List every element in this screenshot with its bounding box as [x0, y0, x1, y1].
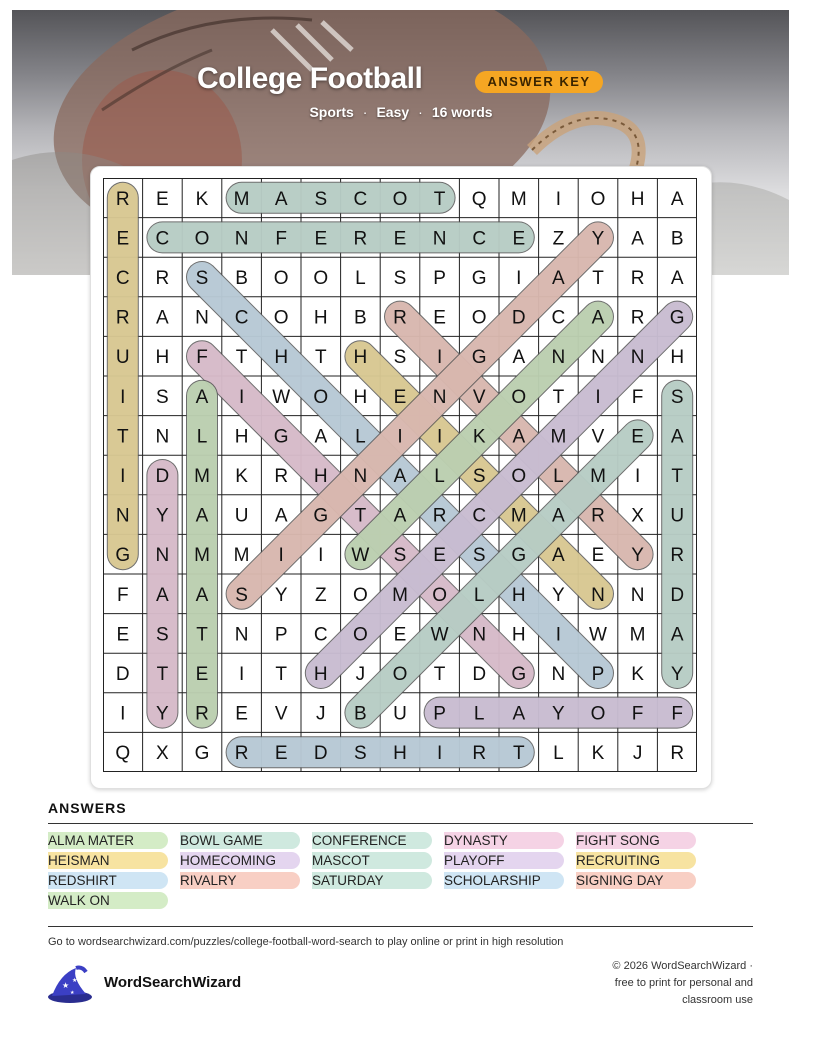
grid-letter[interactable]: R: [115, 188, 130, 210]
grid-letter[interactable]: C: [472, 228, 487, 250]
grid-letter[interactable]: I: [436, 426, 443, 448]
grid-letter[interactable]: E: [116, 228, 130, 250]
grid-letter[interactable]: A: [195, 386, 209, 408]
grid-letter[interactable]: E: [274, 743, 288, 765]
grid-letter[interactable]: C: [472, 505, 487, 527]
grid-letter[interactable]: A: [631, 228, 644, 250]
grid-letter[interactable]: I: [278, 545, 284, 567]
grid-letter[interactable]: O: [194, 228, 210, 250]
grid-letter[interactable]: Y: [552, 584, 565, 606]
grid-letter[interactable]: E: [393, 624, 407, 646]
footer-link[interactable]: Go to wordsearchwizard.com/puzzles/college-football-word-search to play online or print in high resolution: [48, 936, 564, 948]
grid-letter[interactable]: B: [354, 703, 367, 725]
grid-letter[interactable]: I: [436, 743, 443, 765]
grid-letter[interactable]: S: [670, 386, 684, 408]
grid-letter[interactable]: V: [472, 386, 486, 408]
grid-letter[interactable]: C: [313, 624, 328, 646]
grid-letter[interactable]: N: [432, 228, 447, 250]
grid-letter[interactable]: O: [392, 188, 408, 210]
answer-conference: [312, 832, 432, 849]
answer-rivalry: [180, 872, 300, 889]
grid-letter[interactable]: Z: [314, 584, 327, 606]
grid-letter[interactable]: G: [471, 268, 487, 289]
grid-letter[interactable]: E: [433, 545, 446, 567]
grid-letter[interactable]: R: [670, 743, 685, 765]
answer-label: HOMECOMING: [180, 853, 276, 868]
grid-letter[interactable]: M: [194, 466, 210, 487]
grid-letter[interactable]: S: [393, 545, 407, 567]
grid-letter[interactable]: O: [590, 188, 606, 210]
grid-letter[interactable]: K: [631, 664, 644, 685]
grid-letter[interactable]: Y: [274, 584, 288, 606]
grid-letter[interactable]: G: [471, 347, 487, 369]
wizard-hat-icon: [46, 964, 94, 1004]
grid-letter[interactable]: L: [473, 703, 485, 725]
grid-letter[interactable]: M: [629, 624, 646, 646]
grid-letter[interactable]: R: [195, 703, 209, 725]
grid-letter[interactable]: L: [553, 466, 564, 487]
grid-letter[interactable]: R: [472, 743, 487, 765]
grid-letter[interactable]: Q: [471, 188, 487, 210]
grid-letter[interactable]: T: [275, 664, 288, 685]
grid-letter[interactable]: P: [591, 664, 605, 685]
answer-label: DYNASTY: [444, 833, 508, 848]
grid-letter[interactable]: R: [630, 307, 645, 329]
grid-letter[interactable]: G: [194, 743, 210, 765]
grid-letter[interactable]: F: [631, 386, 644, 408]
grid-letter[interactable]: A: [670, 188, 684, 210]
grid-letter[interactable]: T: [354, 505, 367, 527]
grid-letter[interactable]: L: [355, 426, 366, 448]
copyright-line-2: free to print for personal and: [614, 977, 753, 989]
answer-label: PLAYOFF: [444, 853, 505, 868]
grid-letter[interactable]: D: [670, 584, 685, 606]
grid-letter[interactable]: K: [591, 743, 605, 765]
svg-text:★: ★: [62, 981, 70, 990]
answer-recruiting: [576, 852, 696, 869]
grid-letter[interactable]: J: [632, 743, 643, 765]
svg-text:★: ★: [72, 977, 78, 984]
grid-letter[interactable]: H: [393, 743, 407, 765]
grid-letter[interactable]: M: [510, 188, 527, 210]
grid-letter[interactable]: M: [194, 545, 210, 567]
grid-letter[interactable]: I: [555, 624, 562, 646]
grid-letter[interactable]: O: [313, 268, 329, 289]
grid-letter[interactable]: X: [156, 743, 169, 765]
grid-letter[interactable]: J: [355, 664, 366, 685]
grid-letter[interactable]: O: [273, 307, 289, 329]
grid-letter[interactable]: S: [156, 624, 169, 646]
grid-letter[interactable]: E: [512, 228, 526, 250]
grid-letter[interactable]: T: [433, 664, 446, 685]
grid-letter[interactable]: A: [314, 426, 328, 448]
grid-letter[interactable]: R: [591, 505, 605, 527]
grid-letter[interactable]: F: [196, 347, 208, 369]
grid-letter[interactable]: R: [155, 268, 170, 289]
grid-letter[interactable]: Y: [156, 505, 169, 527]
grid-letter[interactable]: W: [430, 624, 449, 646]
grid-letter[interactable]: O: [432, 584, 447, 606]
grid-letter[interactable]: H: [313, 664, 328, 685]
grid-letter[interactable]: N: [234, 624, 249, 646]
grid-letter[interactable]: M: [233, 545, 250, 567]
grid-letter[interactable]: Y: [156, 703, 169, 725]
grid-letter[interactable]: F: [671, 703, 684, 725]
grid-letter[interactable]: Y: [591, 228, 605, 250]
answer-label: FIGHT SONG: [576, 833, 660, 848]
grid-letter[interactable]: E: [195, 664, 209, 685]
grid-letter[interactable]: S: [314, 188, 328, 210]
grid-letter[interactable]: A: [274, 188, 288, 210]
grid-letter[interactable]: N: [115, 505, 130, 527]
grid-letter[interactable]: R: [393, 307, 407, 329]
grid-letter[interactable]: R: [353, 228, 368, 250]
grid-letter[interactable]: A: [512, 703, 526, 725]
grid-letter[interactable]: P: [433, 703, 446, 725]
grid-letter[interactable]: E: [393, 386, 407, 408]
answer-walk-on: [48, 892, 168, 909]
grid-letter[interactable]: T: [512, 743, 525, 765]
grid-letter[interactable]: I: [436, 347, 443, 369]
answer-label: SATURDAY: [312, 873, 384, 888]
grid-letter[interactable]: E: [433, 307, 446, 329]
grid-letter[interactable]: A: [156, 584, 169, 606]
grid-letter[interactable]: G: [511, 545, 527, 567]
grid-letter[interactable]: N: [195, 307, 209, 329]
answer-key-badge: ANSWER KEY: [475, 71, 603, 93]
answer-saturday: [312, 872, 432, 889]
grid-letter[interactable]: H: [353, 386, 368, 408]
grid-letter[interactable]: N: [630, 584, 645, 606]
grid-letter[interactable]: A: [195, 584, 209, 606]
grid-letter[interactable]: E: [314, 228, 328, 250]
grid-letter[interactable]: N: [432, 386, 447, 408]
grid-letter[interactable]: S: [156, 386, 169, 408]
grid-letter[interactable]: O: [392, 664, 408, 685]
answer-label: CONFERENCE: [312, 833, 407, 848]
grid-letter[interactable]: T: [196, 624, 208, 646]
answer-redshirt: [48, 872, 168, 889]
grid-letter[interactable]: I: [318, 545, 324, 567]
grid-letter[interactable]: O: [590, 703, 606, 725]
word-search-grid: [103, 178, 697, 772]
grid-letter[interactable]: H: [670, 347, 685, 369]
grid-letter[interactable]: I: [516, 268, 522, 289]
grid-letter[interactable]: H: [313, 307, 328, 329]
grid-letter[interactable]: M: [510, 505, 527, 527]
answer-label: REDSHIRT: [48, 873, 117, 888]
grid-letter[interactable]: O: [511, 386, 527, 408]
grid-letter[interactable]: O: [353, 584, 368, 606]
copyright-line-3: classroom use: [682, 994, 753, 1006]
grid-letter[interactable]: S: [393, 347, 407, 369]
grid-letter[interactable]: I: [120, 386, 126, 408]
grid-letter[interactable]: D: [472, 664, 487, 685]
grid-letter[interactable]: M: [590, 466, 606, 487]
grid-letter[interactable]: T: [156, 664, 169, 685]
grid-letter[interactable]: U: [115, 347, 130, 369]
answer-label: HEISMAN: [48, 853, 110, 868]
grid-letter[interactable]: N: [234, 228, 249, 250]
grid-letter[interactable]: C: [234, 307, 249, 329]
answer-playoff: [444, 852, 564, 869]
grid-letter[interactable]: C: [155, 228, 170, 250]
grid-letter[interactable]: M: [392, 584, 408, 606]
grid-letter[interactable]: A: [512, 426, 526, 448]
grid-letter[interactable]: K: [235, 466, 248, 487]
grid-letter[interactable]: Y: [670, 664, 684, 685]
grid-letter[interactable]: A: [670, 624, 684, 646]
grid-letter[interactable]: T: [116, 426, 129, 448]
answer-homecoming: [180, 852, 300, 869]
svg-text:★: ★: [70, 990, 75, 996]
grid-letter[interactable]: L: [196, 426, 208, 448]
grid-letter[interactable]: H: [274, 347, 289, 369]
grid-letter[interactable]: D: [511, 307, 526, 329]
answer-signing-day: [576, 872, 696, 889]
grid-letter[interactable]: E: [591, 545, 605, 567]
grid-letter[interactable]: S: [195, 268, 209, 289]
grid-letter[interactable]: I: [634, 466, 641, 487]
grid-letter[interactable]: W: [272, 386, 291, 408]
page-title: College Football: [197, 62, 423, 95]
grid-letter[interactable]: G: [115, 545, 131, 567]
grid-letter[interactable]: E: [631, 426, 644, 448]
grid-letter[interactable]: I: [555, 188, 562, 210]
grid-letter[interactable]: A: [591, 307, 605, 329]
grid-letter[interactable]: Y: [552, 703, 565, 725]
grid-letter[interactable]: T: [433, 188, 446, 210]
copyright-notice: [573, 958, 753, 1009]
grid-letter[interactable]: R: [274, 466, 289, 487]
grid-letter[interactable]: N: [591, 584, 605, 606]
grid-letter[interactable]: D: [155, 466, 170, 487]
grid-letter[interactable]: N: [353, 466, 368, 487]
grid-letter[interactable]: H: [155, 347, 170, 369]
grid-letter[interactable]: S: [354, 743, 367, 765]
grid-letter[interactable]: A: [552, 505, 565, 527]
grid-letter[interactable]: P: [274, 624, 288, 646]
category-label: Sports: [309, 104, 354, 120]
grid-letter[interactable]: T: [314, 347, 327, 369]
grid-letter[interactable]: T: [552, 386, 565, 408]
grid-letter[interactable]: T: [671, 466, 684, 487]
grid-letter[interactable]: A: [552, 268, 565, 289]
grid-letter[interactable]: C: [551, 307, 566, 329]
grid-letter[interactable]: H: [511, 584, 526, 606]
grid-letter[interactable]: P: [433, 268, 446, 289]
grid-letter[interactable]: S: [393, 268, 407, 289]
grid-letter[interactable]: D: [313, 743, 328, 765]
grid-letter[interactable]: A: [393, 505, 407, 527]
grid-letter[interactable]: I: [120, 703, 126, 725]
grid-letter[interactable]: M: [550, 426, 567, 448]
grid-letters: [115, 189, 684, 764]
grid-letter[interactable]: I: [238, 664, 245, 685]
grid-letter[interactable]: C: [115, 268, 130, 289]
puzzle-meta: Sports · Easy · 16 words: [309, 104, 493, 120]
grid-letter[interactable]: G: [669, 307, 685, 329]
grid-letter[interactable]: B: [354, 307, 367, 329]
grid-letter[interactable]: N: [472, 624, 487, 646]
grid-letter[interactable]: K: [472, 426, 486, 448]
grid-letter[interactable]: D: [115, 664, 130, 685]
grid-letter[interactable]: H: [353, 347, 368, 369]
grid-letter[interactable]: N: [591, 347, 605, 369]
grid-letter[interactable]: O: [511, 466, 527, 487]
answer-bowl-game: [180, 832, 300, 849]
difficulty-label: Easy: [376, 104, 410, 120]
grid-letter[interactable]: S: [235, 584, 248, 606]
grid-letter[interactable]: U: [393, 703, 407, 725]
grid-letter[interactable]: Z: [552, 228, 565, 250]
answer-label: SIGNING DAY: [576, 873, 664, 888]
answers-heading: ANSWERS: [48, 800, 127, 816]
grid-letter[interactable]: L: [473, 584, 485, 606]
grid-letter[interactable]: E: [116, 624, 130, 646]
grid-letter[interactable]: I: [397, 426, 403, 448]
answers-bottom-divider: [48, 926, 753, 927]
copyright-line-1: © 2026 WordSearchWizard ·: [612, 960, 753, 972]
grid-letter[interactable]: U: [234, 505, 249, 527]
grid-letter[interactable]: X: [631, 505, 644, 527]
grid-letter[interactable]: H: [313, 466, 328, 487]
grid-letter[interactable]: O: [313, 386, 329, 408]
grid-letter[interactable]: F: [116, 584, 129, 606]
grid-letter[interactable]: Y: [631, 545, 644, 567]
grid-letter[interactable]: L: [553, 743, 564, 765]
grid-letter[interactable]: A: [512, 347, 526, 369]
answer-label: RECRUITING: [576, 853, 660, 868]
grid-letter[interactable]: E: [235, 703, 248, 725]
answer-label: RIVALRY: [180, 873, 237, 888]
grid-letter[interactable]: G: [273, 426, 289, 448]
answer-scholarship: [444, 872, 564, 889]
grid-letter[interactable]: T: [235, 347, 248, 369]
grid-letter[interactable]: L: [355, 268, 366, 289]
grid-letter[interactable]: N: [551, 664, 566, 685]
grid-letter[interactable]: V: [274, 703, 288, 725]
grid-letter[interactable]: K: [195, 188, 209, 210]
grid-letter[interactable]: E: [393, 228, 407, 250]
grid-letter[interactable]: T: [592, 268, 604, 289]
grid-letter[interactable]: O: [471, 307, 487, 329]
grid-letter[interactable]: L: [434, 466, 445, 487]
grid-letter[interactable]: A: [274, 505, 288, 527]
answer-heisman: [48, 852, 168, 869]
grid-letter[interactable]: N: [155, 426, 170, 448]
grid-letter[interactable]: R: [432, 505, 447, 527]
grid-letter[interactable]: H: [630, 188, 645, 210]
grid-letter[interactable]: M: [233, 188, 250, 210]
grid-letter[interactable]: R: [670, 545, 685, 567]
grid-letter[interactable]: U: [670, 505, 685, 527]
answer-label: ALMA MATER: [48, 833, 135, 848]
answer-label: WALK ON: [48, 893, 110, 908]
grid-letter[interactable]: A: [393, 466, 407, 487]
grid-letter[interactable]: V: [591, 426, 605, 448]
grid-letter[interactable]: I: [595, 386, 601, 408]
grid-letter[interactable]: I: [120, 466, 126, 487]
grid-letter[interactable]: H: [511, 624, 526, 646]
answer-label: BOWL GAME: [180, 833, 263, 848]
grid-letter[interactable]: C: [353, 188, 368, 210]
grid-letter[interactable]: N: [551, 347, 566, 369]
grid-letter[interactable]: F: [631, 703, 644, 725]
grid-letter[interactable]: A: [670, 268, 684, 289]
brand-name: WordSearchWizard: [104, 974, 242, 991]
grid-letter[interactable]: E: [156, 188, 169, 210]
grid-letter[interactable]: I: [238, 386, 245, 408]
grid-letter[interactable]: H: [234, 426, 249, 448]
answers-top-divider: [48, 823, 753, 824]
grid-letter[interactable]: N: [155, 545, 170, 567]
grid-letter[interactable]: F: [275, 228, 288, 250]
grid-letter[interactable]: A: [195, 505, 209, 527]
grid-letter[interactable]: R: [234, 743, 249, 765]
grid-letter[interactable]: O: [353, 624, 368, 646]
grid-letter[interactable]: S: [472, 466, 486, 487]
grid-letter[interactable]: A: [670, 426, 684, 448]
grid-letter[interactable]: A: [156, 307, 169, 329]
answer-label: MASCOT: [312, 853, 370, 868]
grid-letter[interactable]: W: [351, 545, 370, 567]
grid-letter[interactable]: A: [552, 545, 565, 567]
grid-letter[interactable]: S: [472, 545, 486, 567]
answer-mascot: [312, 852, 432, 869]
grid-letter[interactable]: R: [630, 268, 645, 289]
grid-letter[interactable]: R: [115, 307, 130, 329]
grid-letter[interactable]: B: [235, 268, 248, 289]
answer-label: SCHOLARSHIP: [444, 873, 541, 888]
grid-letter[interactable]: N: [630, 347, 645, 369]
grid-letter[interactable]: Q: [115, 743, 131, 765]
answer-dynasty: [444, 832, 564, 849]
answer-alma-mater: [48, 832, 168, 849]
answer-fight-song: [576, 832, 696, 849]
grid-letter[interactable]: G: [511, 664, 527, 685]
grid-letter[interactable]: O: [273, 268, 289, 289]
grid-letter[interactable]: W: [589, 624, 607, 646]
grid-letter[interactable]: B: [670, 228, 684, 250]
grid-letter[interactable]: J: [316, 703, 326, 725]
grid-letter[interactable]: G: [313, 505, 329, 527]
word-count-label: 16 words: [431, 104, 493, 120]
